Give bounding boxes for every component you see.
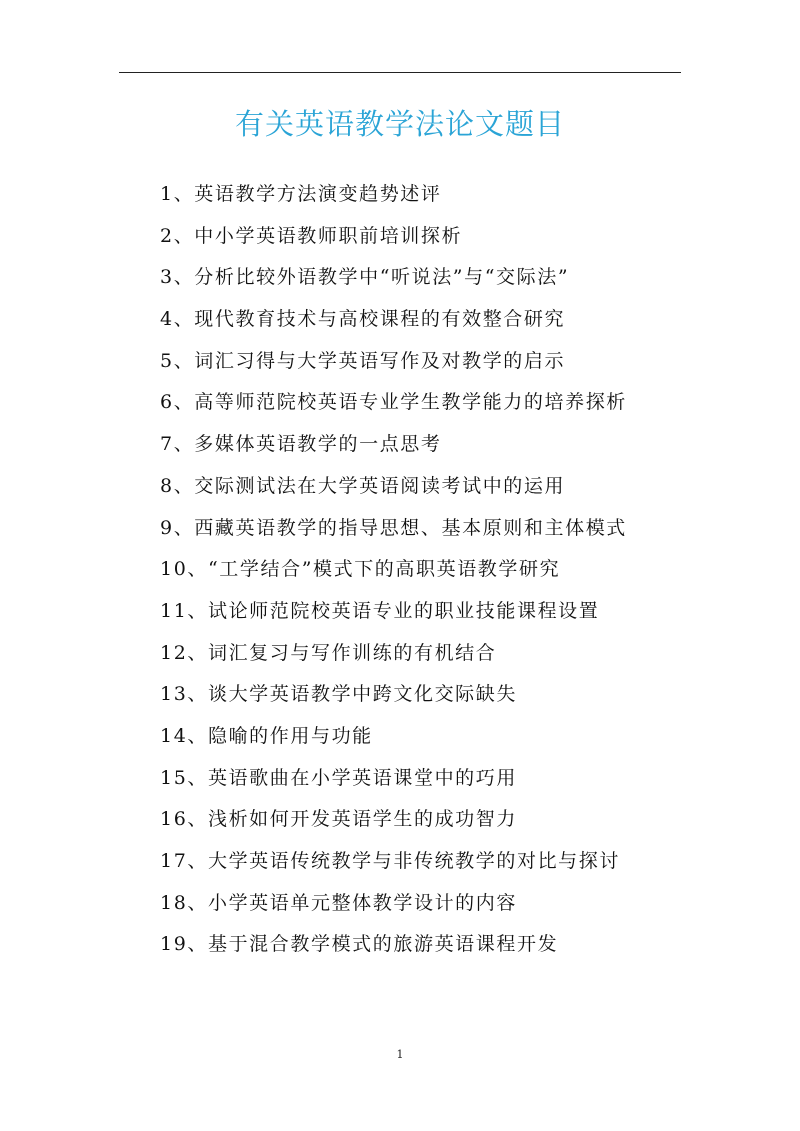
topic-item: 7、多媒体英语教学的一点思考 (160, 433, 442, 456)
topic-item: 11、试论师范院校英语专业的职业技能课程设置 (160, 599, 600, 622)
topic-item: 1、英语教学方法演变趋势述评 (160, 183, 442, 205)
topic-item: 8、交际测试法在大学英语阅读考试中的运用 (160, 474, 566, 497)
topic-item: 5、词汇习得与大学英语写作及对教学的启示 (160, 349, 566, 372)
topic-item: 4、现代教育技术与高校课程的有效整合研究 (160, 308, 566, 331)
topic-item: 15、英语歌曲在小学英语课堂中的巧用 (160, 766, 517, 789)
topic-item: 19、基于混合教学模式的旅游英语课程开发 (160, 933, 559, 956)
header-rule (119, 72, 681, 73)
topic-item: 13、谈大学英语教学中跨文化交际缺失 (160, 683, 517, 706)
topic-item: 16、浅析如何开发英语学生的成功智力 (160, 808, 517, 831)
topic-item: 9、西藏英语教学的指导思想、基本原则和主体模式 (160, 516, 627, 539)
topic-item: 18、小学英语单元整体教学设计的内容 (160, 891, 517, 914)
page-number: 1 (396, 1048, 404, 1061)
topic-item: 2、中小学英语教师职前培训探析 (160, 224, 463, 247)
document-title: 有关英语教学法论文题目 (234, 107, 565, 141)
topic-item: 17、大学英语传统教学与非传统教学的对比与探讨 (160, 850, 620, 872)
topic-item: 14、隐喻的作用与功能 (160, 724, 373, 747)
topic-item: 3、分析比较外语教学中“听说法”与“交际法” (160, 266, 570, 289)
topic-item: 12、词汇复习与写作训练的有机结合 (160, 641, 497, 664)
topic-item: 6、高等师范院校英语专业学生教学能力的培养探析 (160, 391, 627, 414)
topic-list (160, 176, 627, 968)
topic-item: 10、“工学结合”模式下的高职英语教学研究 (160, 558, 561, 581)
